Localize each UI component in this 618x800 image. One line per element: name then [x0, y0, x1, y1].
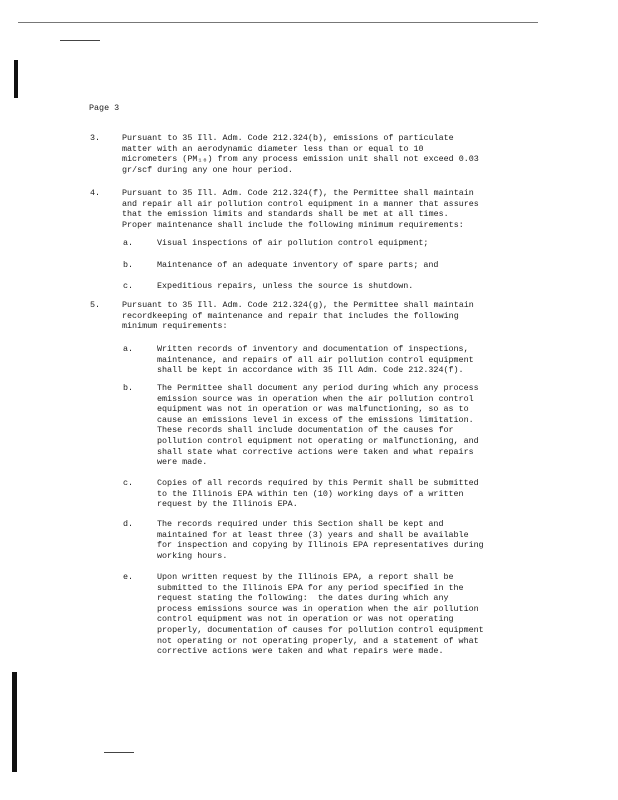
scan-header-noise	[18, 22, 538, 23]
subitem-text-line: working hours.	[157, 550, 228, 561]
condition-text-line: minimum requirements:	[122, 321, 228, 332]
condition-text-line: recordkeeping of maintenance and repair that includes the following	[122, 310, 459, 321]
condition-text-line: and repair all air pollution control equipment in a manner that assures	[122, 198, 479, 209]
condition-number: 5.	[90, 300, 101, 310]
subitem-letter: e.	[123, 572, 134, 582]
subitem-text-line: The records required under this Section shall be kept and	[157, 519, 444, 529]
condition-text-line: gr/scf during any one hour period.	[122, 164, 293, 175]
condition-number: 3.	[90, 133, 101, 143]
condition-text-line: Proper maintenance shall include the following minimum requirements:	[122, 219, 464, 230]
subitem-text-line: shall be kept in accordance with 35 Ill Adm. Code 212.324(f).	[157, 365, 464, 376]
subitem-letter: b.	[123, 383, 134, 393]
subitem-text-line: Expeditious repairs, unless the source is shutdown.	[157, 281, 414, 291]
subitem-text-line: to the Illinois EPA within ten (10) working days of a written	[157, 488, 464, 499]
subitem-text-line: request stating the following: the dates during which any	[157, 593, 449, 604]
subitem-text-line: Visual inspections of air pollution control equipment;	[157, 238, 429, 248]
subitem-text-line: request by the Illinois EPA.	[157, 499, 298, 510]
page-number: Page 3	[89, 103, 120, 113]
scan-footer-noise	[104, 752, 134, 753]
subitem-text-line: Maintenance of an adequate inventory of spare parts; and	[157, 260, 439, 270]
subitem-text-line: These records shall include documentation of the causes for	[157, 425, 454, 436]
subitem-text-line: submitted to the Illinois EPA for any period specified in the	[157, 582, 464, 593]
condition-text-line: Pursuant to 35 Ill. Adm. Code 212.324(b), emissions of particulate	[122, 133, 454, 143]
subitem-text-line: Written records of inventory and documentation of inspections,	[157, 344, 469, 354]
scan-edge-mark-bottom	[12, 672, 17, 772]
subitem-letter: c.	[123, 281, 134, 291]
subitem-text-line: control equipment was not in operation or was not operating	[157, 614, 454, 625]
condition-text-line: Pursuant to 35 Ill. Adm. Code 212.324(f), the Permittee shall maintain	[122, 188, 474, 198]
subitem-text-line: Copies of all records required by this Permit shall be submitted	[157, 478, 479, 488]
subitem-letter: c.	[123, 478, 134, 488]
subitem-text-line: emission source was in operation when the air pollution control	[157, 393, 474, 404]
scan-edge-mark-top	[14, 60, 18, 98]
subitem-letter: d.	[123, 519, 134, 529]
subitem-text-line: cause an emissions level in excess of the emissions limitation.	[157, 414, 474, 425]
subitem-text-line: maintained for at least three (3) years and shall be available	[157, 529, 469, 540]
condition-text-line: Pursuant to 35 Ill. Adm. Code 212.324(g), the Permittee shall maintain	[122, 300, 474, 310]
subitem-text-line: shall state what corrective actions were taken and what repairs	[157, 446, 474, 457]
condition-text-line: that the emission limits and standards shall be met at all times.	[122, 209, 449, 220]
subitem-text-line: for inspection and copying by Illinois EPA representatives during	[157, 540, 484, 551]
scan-corner-noise	[60, 40, 100, 41]
condition-text-line: matter with an aerodynamic diameter less than or equal to 10	[122, 143, 424, 154]
condition-text-line: micrometers (PM₁₀) from any process emission unit shall not exceed 0.03	[122, 154, 479, 165]
subitem-text-line: properly, documentation of causes for pollution control equipment	[157, 625, 484, 635]
condition-number: 4.	[90, 188, 101, 198]
subitem-text-line: The Permittee shall document any period during which any process	[157, 383, 479, 393]
subitem-text-line: were made.	[157, 457, 208, 468]
subitem-text-line: corrective actions were taken and what repairs were made.	[157, 646, 444, 657]
subitem-letter: b.	[123, 260, 134, 270]
subitem-letter: a.	[123, 344, 134, 354]
subitem-letter: a.	[123, 238, 134, 248]
subitem-text-line: maintenance, and repairs of all air pollution control equipment	[157, 354, 474, 365]
subitem-text-line: Upon written request by the Illinois EPA, a report shall be	[157, 572, 454, 582]
subitem-text-line: pollution control equipment not operating or malfunctioning, and	[157, 436, 479, 446]
subitem-text-line: equipment was not in operation or was malfunctioning, so as to	[157, 404, 469, 415]
subitem-text-line: not operating or not operating properly, and a statement of what	[157, 635, 479, 646]
subitem-text-line: process emissions source was in operation when the air pollution	[157, 603, 479, 614]
